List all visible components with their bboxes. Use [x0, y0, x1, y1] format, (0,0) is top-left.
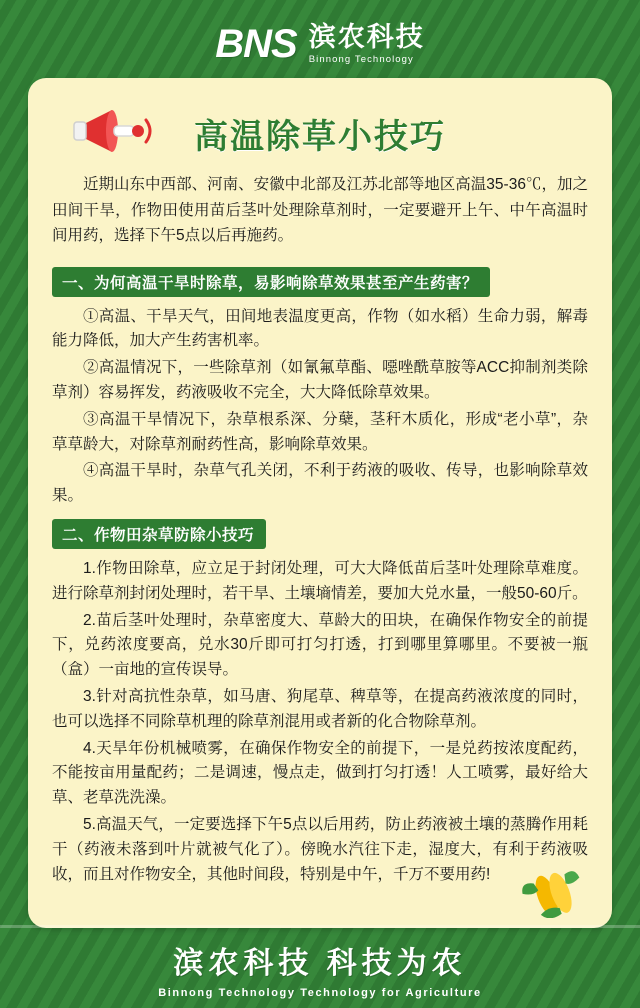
- section-2-paragraph-2: 2.苗后茎叶处理时，杂草密度大、草龄大的田块，在确保作物安全的前提下，兑药浓度要高，兑水30斤即可打匀打透，打到哪里算哪里。不要被一瓶（盒）一亩地的宣传误导。: [52, 611, 588, 679]
- footer: [0, 928, 640, 1008]
- brand-logo-text: [309, 23, 425, 64]
- section-heading-2: 二、作物田杂草防除小技巧: [52, 519, 266, 549]
- section-heading-1: 一、为何高温干旱时除草，易影响除草效果甚至产生药害？: [52, 267, 490, 297]
- content-card: [28, 78, 612, 928]
- section-2-paragraph-3: 3.针对高抗性杂草，如马唐、狗尾草、稗草等，在提高药液浓度的同时，也可以选择不同除草机理的除草剂混用或者新的化合物除草剂。: [52, 688, 588, 730]
- section-2-paragraph-4: 4.天旱年份机械喷雾，在确保作物安全的前提下，一是兑药按浓度配药，不能按亩用量配药；二是调速，慢点走，做到打匀打透！人工喷雾，最好给大草、老草洗洗澡。: [52, 739, 588, 807]
- brand-name-en: Binnong Technology: [308, 53, 414, 65]
- megaphone-icon: [70, 102, 162, 162]
- page-title: 高温除草小技巧: [194, 117, 446, 156]
- section-1-paragraph-3: ③高温干旱情况下，杂草根系深、分蘖，茎秆木质化，形成“老小草”，杂草草龄大，对除草剂耐药性高，影响除草效果。: [52, 410, 588, 453]
- header: [0, 0, 640, 88]
- section-2-paragraph-1: 1.作物田除草，应立足于封闭处理，可大大降低苗后茎叶处理除草难度。进行除草剂封闭处理时，若干旱、土壤墒情差，要加大兑水量，一般50-60斤。: [52, 560, 588, 602]
- section-1-paragraph-2: ②高温情况下，一些除草剂（如氰氟草酯、噁唑酰草胺等ACC抑制剂类除草剂）容易挥发，药液吸收不完全，大大降低除草效果。: [52, 359, 588, 402]
- section-2-paragraph-5: 5.高温天气，一定要选择下午5点以后用药，防止药液被土壤的蒸腾作用耗干（药液未落到叶片就被气化了）。傍晚水汽往下走，湿度大，有利于药液吸收，而且对作物安全，其他时间段，特别是中午，千万不要用药!: [52, 816, 588, 883]
- intro-paragraph: 近期山东中西部、河南、安徽中北部及江苏北部等地区高温35-36℃，加之田间干旱，作物田使用苗后茎叶处理除草剂时，一定要避开上午、中午高温时间用药，选择下午5点以后再施药。: [52, 176, 588, 245]
- brand-name-cn: 滨农科技: [308, 22, 425, 53]
- section-1-paragraph-1: ①高温、干旱天气，田间地表温度更高，作物（如水稻）生命力弱，解毒能力降低，加大产生药害机率。: [52, 307, 588, 350]
- brand-logo-mark: BNS: [215, 22, 297, 66]
- footer-slogan-en: Binnong Technology Technology for Agriculture: [158, 986, 482, 999]
- section-1-paragraph-4: ④高温干旱时，杂草气孔关闭，不利于药液的吸收、传导，也影响除草效果。: [52, 462, 588, 505]
- footer-slogan-cn: 滨农科技 科技为农: [173, 946, 467, 980]
- corn-icon: [520, 866, 594, 918]
- title-row: [50, 96, 590, 170]
